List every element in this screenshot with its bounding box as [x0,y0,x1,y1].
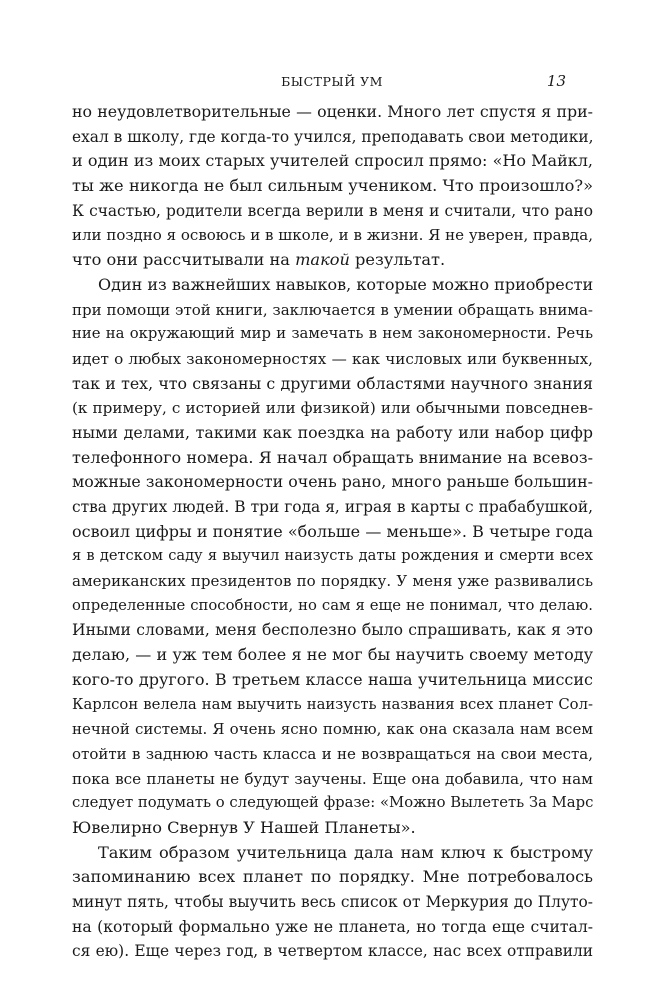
text-line: освоил цифры и понятие «больше — меньше». В четыре года [72,521,593,541]
text-line: (к примеру, с историей или физикой) или обычными повседнев- [72,399,593,418]
text-line: минут пять, чтобы выучить весь список от Меркурия до Плуто- [72,893,593,911]
text-line: ехал в школу, где когда-то учился, преподавать свои методики, [72,127,593,146]
text-line: определенные способности, но сам я еще не понимал, что делаю. [72,596,593,614]
text-line: и один из моих старых учителей спросил прямо: «Но Майкл, [72,151,593,171]
text-line: на (который формально уже не планета, но тогда еще считал- [72,917,593,936]
page-number: 13 [546,72,566,90]
text-line: я в детском саду я выучил наизусть даты рождения и смерти всех [72,547,593,565]
text-line: ся ею). Еще через год, в четвертом классе, нас всех отправили [72,942,593,961]
text-line: идет о любых закономерностях — как числовых или буквенных, [72,349,593,368]
text-run: результат. [349,250,446,270]
text-run: что они рассчитывали на [72,250,296,270]
text-line: телефонного номера. Я начал обращать внимание на всевоз- [72,447,593,467]
text-line: пока все планеты не будут заучены. Еще она добавила, что нам [72,769,593,788]
text-line: ние на окружающий мир и замечать в нем закономерности. Речь [72,325,593,343]
text-line: ты же никогда не был сильным учеником. Что произошло?» [72,176,593,196]
text-line: Таким образом учительница дала нам ключ к быстрому [98,842,593,862]
text-line: так и тех, что связаны с другими областями научного знания [72,373,593,393]
text-line: отойти в заднюю часть класса и не возвращаться на свои места, [72,744,593,763]
text-line: Ювелирно Свернув У Нашей Планеты». [72,817,416,837]
text-line: К счастью, родители всегда верили в меня и считали, что рано [72,201,593,220]
running-title: БЫСТРЫЙ УМ [281,74,383,89]
text-line [72,248,593,273]
text-line: американских президентов по порядку. У меня уже развивались [72,572,593,591]
text-line: при помощи этой книги, заключается в умении обращать внима- [72,300,593,319]
text-line: ства других людей. В три года я, играя в карты с прабабушкой, [72,498,593,516]
text-line: запоминанию всех планет по порядку. Мне потребовалось [72,867,593,887]
text-line: но неудовлетворительные — оценки. Много лет спустя я при- [72,102,593,121]
body-text [72,100,593,964]
text-line: ными делами, такими как поездка на работу или набор цифр [72,422,593,442]
text-line: делаю, — и уж тем более я не мог бы научить своему методу [72,645,593,665]
text-line: или поздно я освоюсь и в школе, и в жизни. Я не уверен, правда, [72,226,593,245]
running-header [98,72,566,92]
text-line: следует подумать о следующей фразе: «Можно Вылететь За Марс [72,794,593,812]
text-line: можные закономерности очень рано, много раньше большин- [72,472,593,492]
text-line: Один из важнейших навыков, которые можно приобрести [98,274,593,294]
text-line: Иными словами, меня бесполезно было спрашивать, как я это [72,621,593,640]
text-line: Карлсон велела нам выучить наизусть названия всех планет Сол- [72,695,593,713]
text-line: кого-то другого. В третьем классе наша учительница миссис [72,669,593,689]
italic-word: такой [295,250,350,270]
text-line: нечной системы. Я очень ясно помню, как она сказала нам всем [72,720,593,739]
